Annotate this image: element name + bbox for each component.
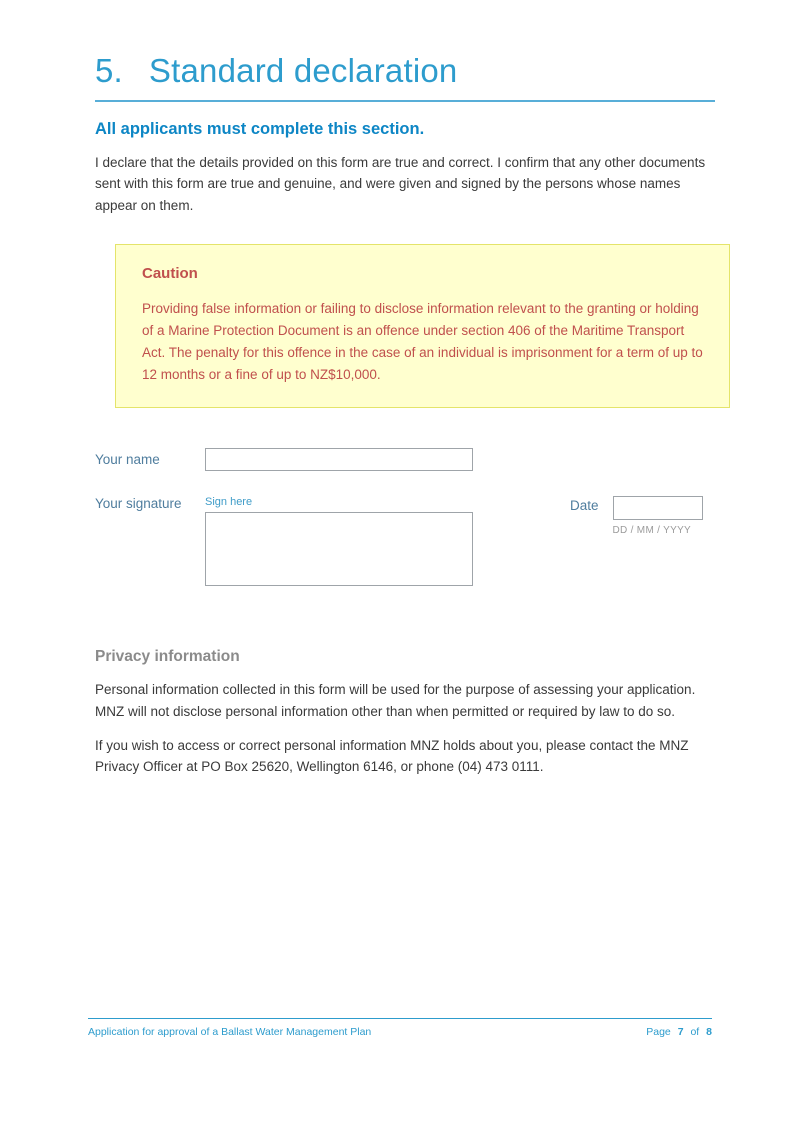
- date-group: [570, 496, 703, 536]
- sign-here-label: Sign here: [205, 496, 253, 509]
- privacy-heading: Privacy information: [95, 648, 240, 666]
- name-row: [95, 448, 715, 471]
- title-divider: [95, 100, 715, 102]
- caution-title: Caution: [142, 264, 198, 282]
- signature-row: [95, 496, 715, 586]
- date-format-hint: DD / MM / YYYY: [612, 525, 692, 537]
- your-name-input[interactable]: [205, 448, 473, 471]
- date-column: [613, 496, 703, 536]
- section-title-text: Standard declaration: [148, 52, 458, 89]
- date-label: Date: [570, 498, 599, 514]
- footer-document-title: Application for approval of a Ballast Water Management Plan: [88, 1026, 372, 1038]
- privacy-paragraph-1: Personal information collected in this form will be used for the purpose of assessing your application. MNZ will not disclose personal information other than when permitted or required by law to do so.: [95, 682, 696, 719]
- your-signature-label: Your signature: [95, 496, 182, 512]
- declaration-text: I declare that the details provided on this form are true and correct. I confirm that any other documents sent with this form are true and genuine, and were given and signed by the persons whose names appear on them.: [95, 155, 706, 213]
- section-subtitle: All applicants must complete this section.: [95, 120, 425, 138]
- page-total: 8: [706, 1026, 712, 1038]
- of-label: of: [690, 1026, 700, 1038]
- your-name-label: Your name: [95, 452, 160, 468]
- signature-field[interactable]: [205, 512, 473, 586]
- page-current: 7: [677, 1026, 684, 1038]
- page-footer: [88, 1018, 712, 1038]
- section-title: [95, 52, 715, 90]
- privacy-paragraph-2: If you wish to access or correct personal information MNZ holds about you, please contact the MNZ Privacy Officer at PO Box 25620, Wellington 6146, or phone (04) 473 0111.: [95, 738, 689, 775]
- signature-column: [205, 496, 473, 586]
- caution-box: [115, 244, 730, 408]
- caution-text: Providing false information or failing to disclose information relevant to the granting or holding of a Marine Protection Document is an offence under section 406 of the Maritime Transport Act. The penalty for this offence in the case of an individual is imprisonment for a term of up to 12 months or a fine of up to NZ$10,000.: [142, 300, 703, 382]
- page-indicator: [646, 1026, 712, 1038]
- page-label: Page: [646, 1026, 671, 1038]
- section-number: 5.: [95, 52, 123, 89]
- date-input[interactable]: [613, 496, 703, 520]
